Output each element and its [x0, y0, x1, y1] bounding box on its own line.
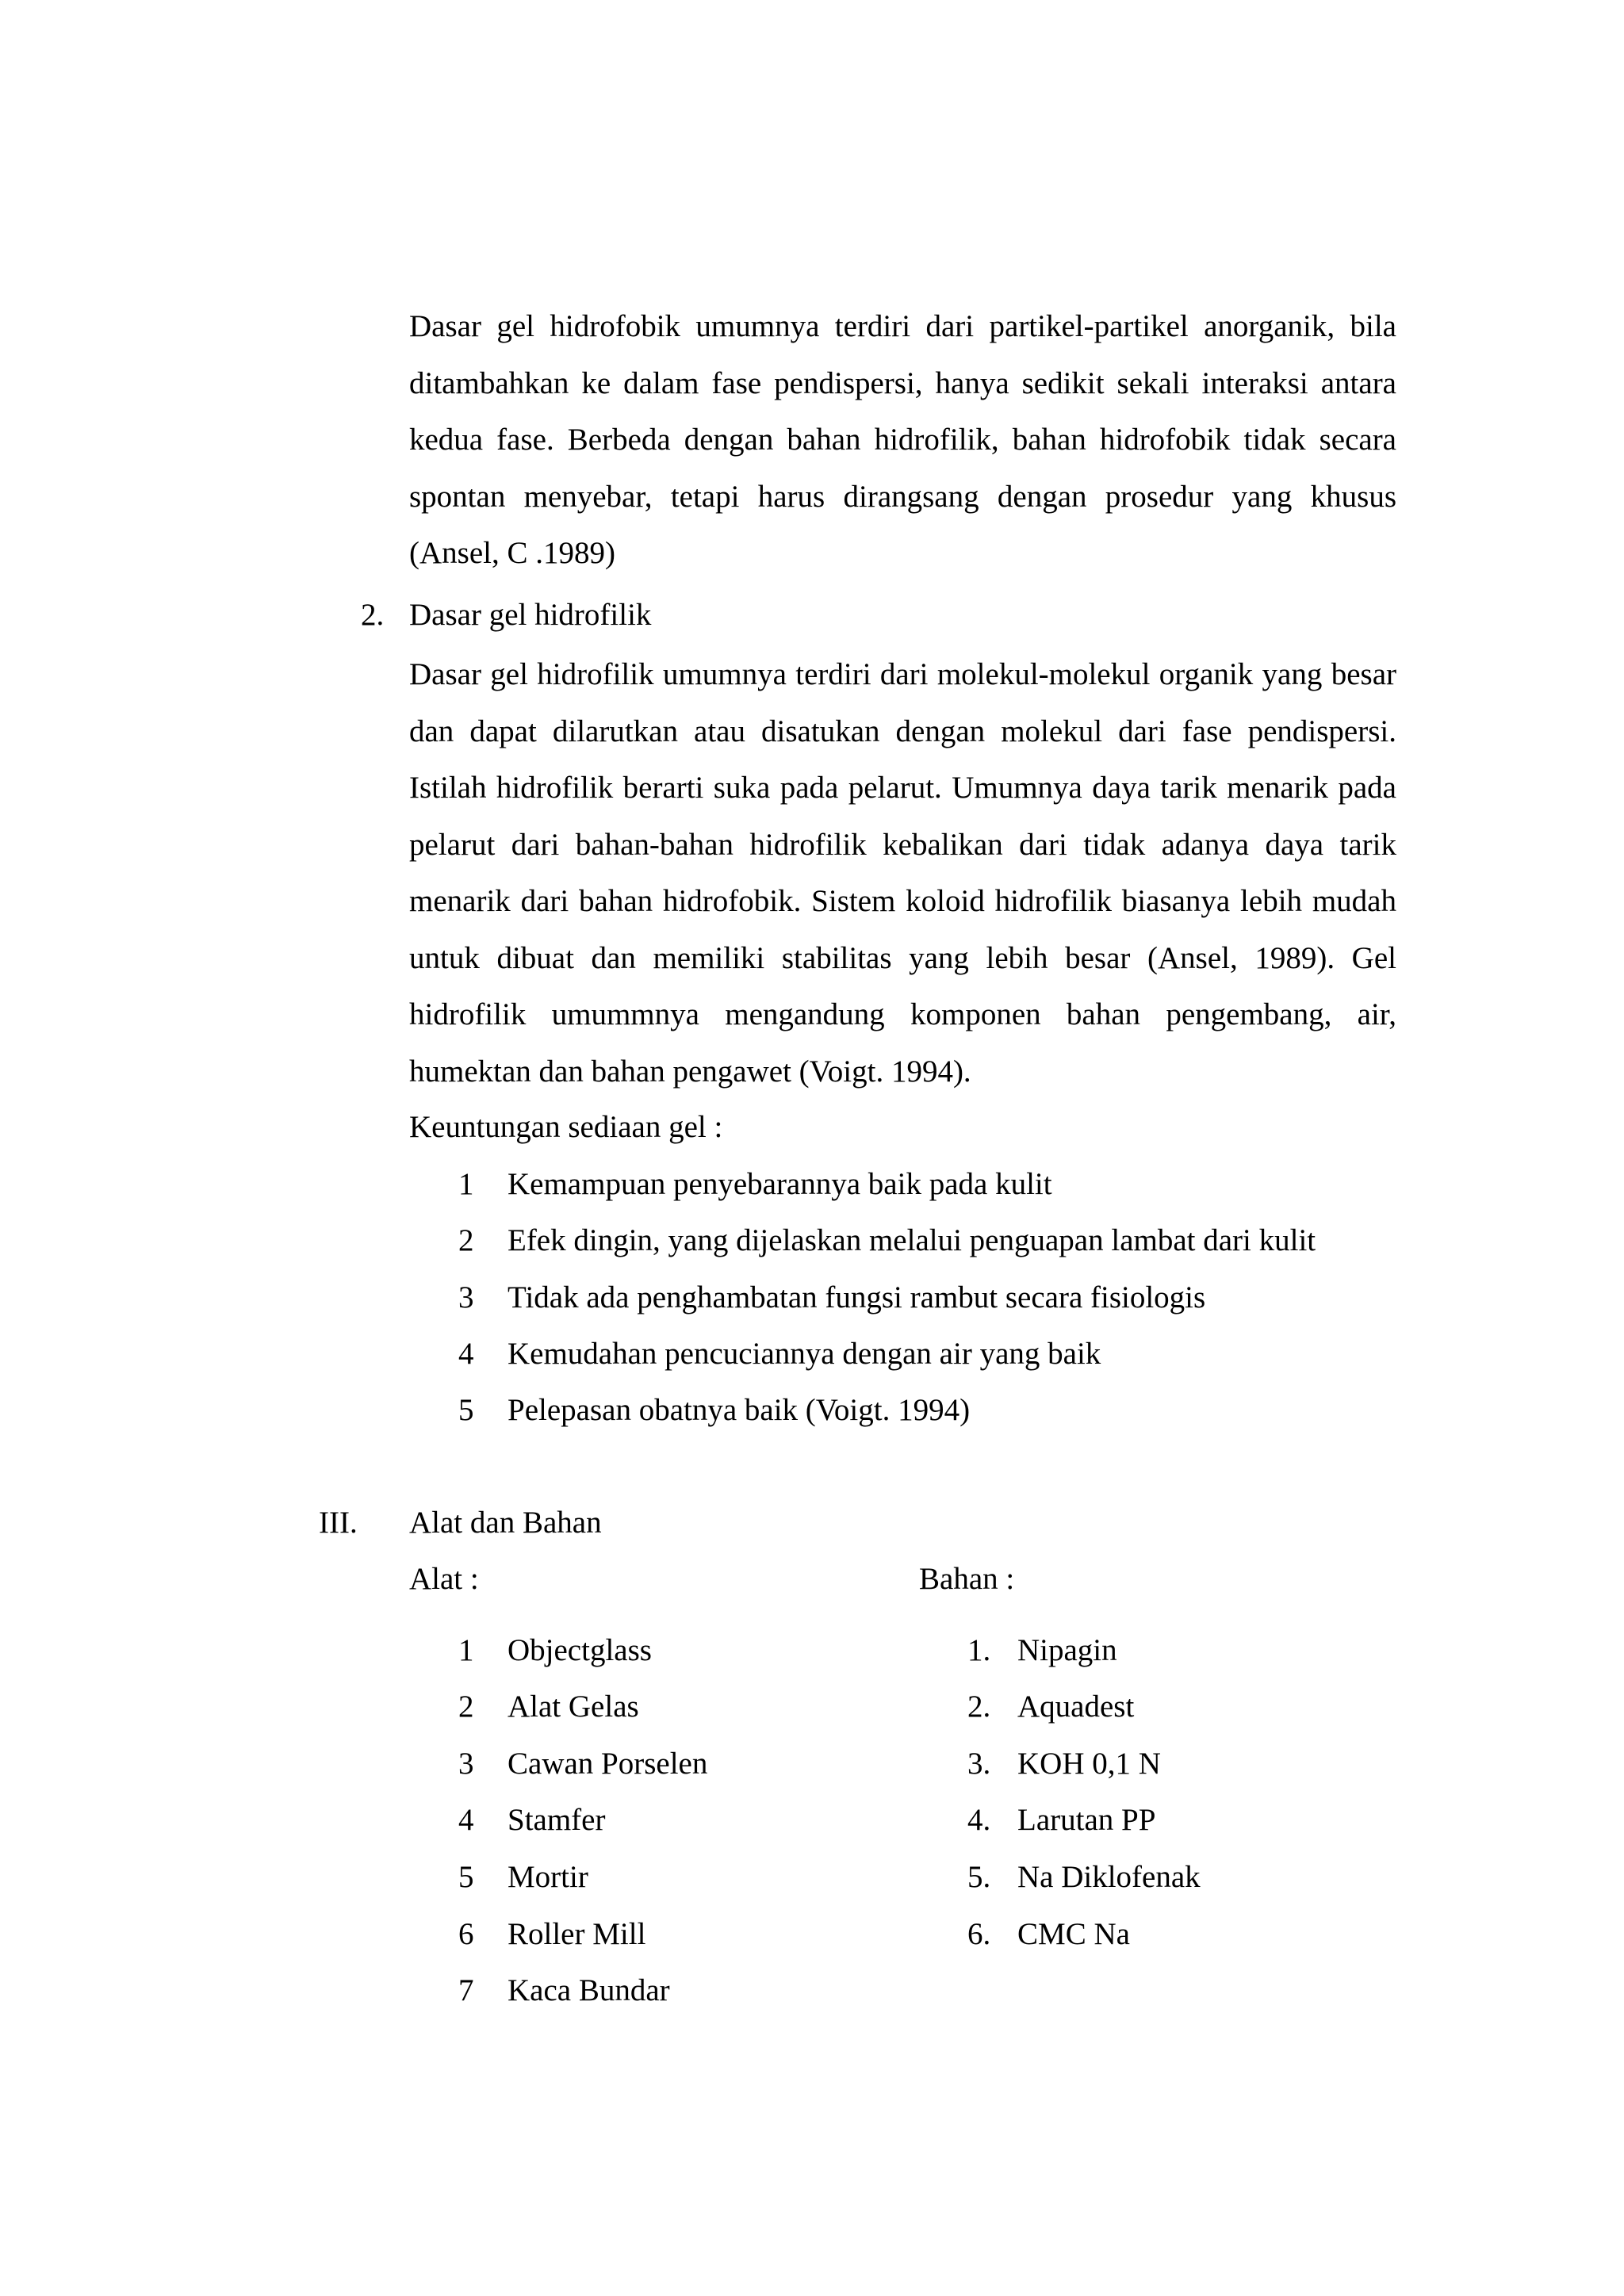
list-item-number: 3 [458, 1280, 474, 1314]
paragraph-hidrofilik: Dasar gel hidrofilik umumnya terdiri dari molekul-molekul organik yang besar dan dapat dilarutkan atau disatukan dengan molekul dari fase pendispersi. Istilah hidrofilik berarti suka pada pelarut. Umumnya daya tarik menarik pada pelarut dari bahan-bahan hidrofilik kebalikan dari tidak adanya daya tarik menarik dari bahan hidrofobik. Sistem koloid hidrofilik biasanya lebih mudah untuk dibuat dan memiliki stabilitas yang lebih besar (Ansel, 1989). Gel hidrofilik umummnya mengandung komponen bahan pengembang, air, humektan dan bahan pengawet (Voigt. 1994). [409, 657, 1396, 1089]
list-item-number: 4. [967, 1803, 991, 1837]
list-item-number: 2 [458, 1223, 474, 1257]
list-item [0, 1801, 1624, 1849]
list-item-number: 4 [458, 1803, 474, 1837]
list-item-text: KOH 0,1 N [1017, 1747, 1161, 1781]
list-item [0, 1222, 1624, 1269]
list-item [0, 1335, 1624, 1383]
list-item [0, 1688, 1624, 1735]
list-item-number: 7 [458, 1973, 474, 2007]
list-item-text: Kemudahan pencuciannya dengan air yang baik [508, 1337, 1101, 1371]
keuntungan-heading: Keuntungan sediaan gel : [409, 1110, 723, 1144]
list-item-text: Mortir [508, 1860, 588, 1894]
list-item-number: 4 [458, 1337, 474, 1371]
list-item [0, 1391, 1624, 1439]
list-item [0, 1165, 1624, 1213]
list-item [0, 1632, 1624, 1679]
alat-label: Alat : [409, 1562, 479, 1596]
list-item-text: Alat Gelas [508, 1689, 639, 1724]
list-item-text: Nipagin [1017, 1633, 1117, 1667]
list-item [0, 1972, 1624, 2019]
list-item [0, 1745, 1624, 1793]
list-item-text: Kaca Bundar [508, 1973, 670, 2007]
list-item-text: CMC Na [1017, 1917, 1130, 1951]
list-item-number: 5. [967, 1860, 991, 1894]
list-item-number: 1 [458, 1167, 474, 1201]
section-3-number: III. [319, 1506, 358, 1540]
list-item-text: Kemampuan penyebarannya baik pada kulit [508, 1167, 1052, 1201]
list-item-text: Tidak ada penghambatan fungsi rambut secara fisiologis [508, 1280, 1206, 1314]
list-item-text: Larutan PP [1017, 1803, 1156, 1837]
list-item-number: 1. [967, 1633, 991, 1667]
list-item-number: 3. [967, 1747, 991, 1781]
section-2-number: 2. [361, 598, 385, 632]
list-item-text: Stamfer [508, 1803, 606, 1837]
paragraph-hidrofobik: Dasar gel hidrofobik umumnya terdiri dari partikel-partikel anorganik, bila ditambahkan ke dalam fase pendispersi, hanya sedikit sekali interaksi antara kedua fase. Berbeda dengan bahan hidrofilik, bahan hidrofobik tidak secara spontan menyebar, tetapi harus dirangsang dengan prosedur yang khusus (Ansel, C .1989) [409, 309, 1396, 570]
list-item-text: Roller Mill [508, 1917, 646, 1951]
section-3-heading: Alat dan Bahan [409, 1506, 602, 1540]
list-item-number: 2. [967, 1689, 991, 1724]
list-item-text: Efek dingin, yang dijelaskan melalui penguapan lambat dari kulit [508, 1223, 1316, 1257]
list-item [0, 1915, 1624, 1963]
list-item-number: 2 [458, 1689, 474, 1724]
list-item-number: 5 [458, 1860, 474, 1894]
list-item-text: Cawan Porselen [508, 1747, 708, 1781]
section-2-heading: Dasar gel hidrofilik [409, 598, 652, 632]
list-item-number: 5 [458, 1393, 474, 1427]
list-item [0, 1858, 1624, 1906]
list-item-number: 6. [967, 1917, 991, 1951]
list-item-number: 6 [458, 1917, 474, 1951]
list-item-text: Na Diklofenak [1017, 1860, 1201, 1894]
list-item-number: 3 [458, 1747, 474, 1781]
list-item-text: Objectglass [508, 1633, 652, 1667]
list-item [0, 1279, 1624, 1326]
list-item-number: 1 [458, 1633, 474, 1667]
list-item-text: Aquadest [1017, 1689, 1135, 1724]
list-item-text: Pelepasan obatnya baik (Voigt. 1994) [508, 1393, 971, 1427]
bahan-label: Bahan : [919, 1562, 1015, 1596]
